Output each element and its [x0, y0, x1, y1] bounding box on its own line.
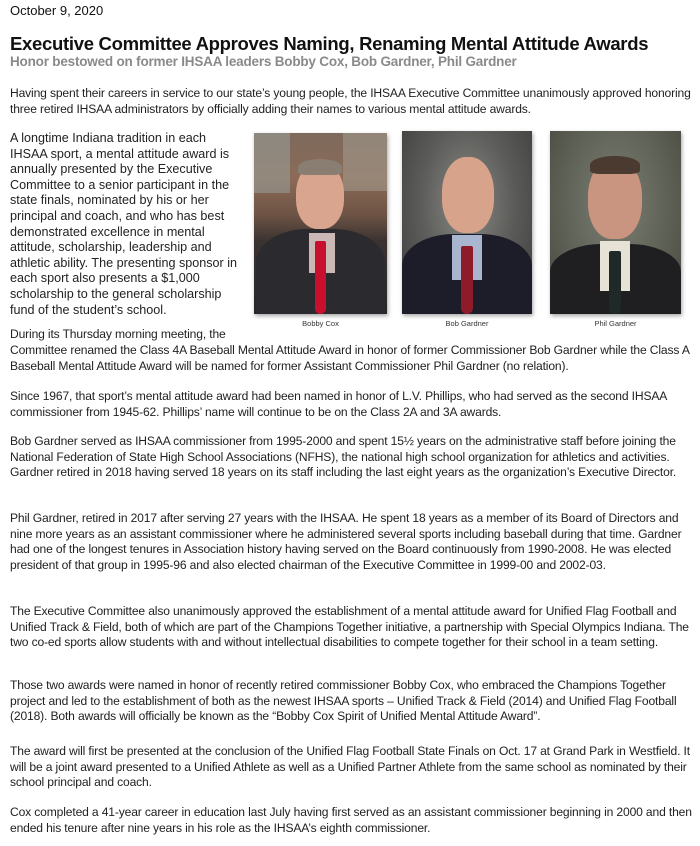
- paragraph-meeting-start: During its Thursday morning meeting, the: [10, 327, 226, 341]
- paragraph-phil-gardner: Phil Gardner, retired in 2017 after serving 27 years with the IHSAA. He spent 18 years as a member of its Board of Directors and nine more years as an assistant commissioner where he administered several sports including baseball during that time. Gardner had one of the longest tenures in Association history having served on the Board continuously from 1990-2008. He was elected president of that group in 1995-96 and also elected chairman of the Executive Committee in 1999-00 and 2002-03.: [10, 511, 682, 572]
- paragraph-bobby-cox: Those two awards were named in honor of recently retired commissioner Bobby Cox, who embraced the Champions Together project and led to the establishment of both as the newest IHSAA sports – Unified Track & Field (2014) and Unified Flag Football (2018). Both awards will officially be known as the “Bobby Cox Spirit of Unified Mental Attitude Award”.: [10, 678, 677, 724]
- tie: [315, 241, 326, 314]
- caption-bobby-cox: Bobby Cox: [302, 319, 339, 328]
- window-decor: [343, 133, 387, 191]
- paragraph-first-presentation: The award will first be presented at the conclusion of the Unified Flag Football State Finals on Oct. 17 at Grand Park in Westfield. It will be a joint award presented to a Unified Athlete as well as a Unified Partner Athlete from the same school as nominated by their school principal and coach.: [10, 744, 690, 790]
- article-title: Executive Committee Approves Naming, Renaming Mental Attitude Awards: [10, 33, 649, 54]
- article-date: October 9, 2020: [10, 3, 104, 18]
- paragraph-bob-gardner: Bob Gardner served as IHSAA commissioner from 1995-2000 and spent 15½ years on the administrative staff before joining the National Federation of State High School Associations (NFHS), the national high school organization for athletics and activities. Gardner retired in 2018 having served 18 years on its staff including the last eight years as the organization’s Executive Director.: [10, 434, 677, 480]
- hair: [298, 159, 342, 175]
- window-decor: [254, 133, 290, 193]
- face: [442, 157, 494, 233]
- paragraph-intro: Having spent their careers in service to our state’s young people, the IHSAA Executive Committee unanimously approved honoring three retired IHSAA administrators by officially adding their names to various mental attitude awards.: [10, 86, 691, 116]
- paragraph-meeting: Committee renamed the Class 4A Baseball Mental Attitude Award in honor of former Commissioner Bob Gardner while the Class A Baseball Mental Attitude Award will be named for former Assistant Commissioner Phil Gardner (no relation).: [10, 343, 690, 373]
- tie: [609, 251, 621, 314]
- photo-bob-gardner: [402, 131, 532, 314]
- caption-phil-gardner: Phil Gardner: [594, 319, 637, 328]
- paragraph-tradition: A longtime Indiana tradition in each IHSAA sport, a mental attitude award is annually presented by the Executive Committee to a senior participant in the state finals, nominated by his or her principal and coach, and who has best demonstrated excellence in mental attitude, scholarship, leadership and athletic ability. The presenting sponsor in each sport also presents a $1,000 scholarship to the general scholarship fund of the student’s school.: [10, 131, 238, 317]
- photo-phil-gardner: [550, 131, 681, 314]
- caption-bob-gardner: Bob Gardner: [445, 319, 489, 328]
- hair: [590, 156, 640, 174]
- photo-bobby-cox: [254, 133, 387, 314]
- article-subtitle: Honor bestowed on former IHSAA leaders Bobby Cox, Bob Gardner, Phil Gardner: [10, 54, 517, 69]
- tie: [461, 246, 473, 314]
- paragraph-since-1967: Since 1967, that sport’s mental attitude award had been named in honor of L.V. Phillips, who had served as the second IHSAA commissioner from 1945-62. Phillips’ name will continue to be on the Class 2A and 3A awards.: [10, 389, 667, 419]
- paragraph-unified-award: The Executive Committee also unanimously approved the establishment of a mental attitude award for Unified Flag Football and Unified Track & Field, both of which are part of the Champions Together initiative, a partnership with Special Olympics Indiana. The two co-ed sports allow students with and without intellectual disabilities to compete together for their school in a team setting.: [10, 604, 689, 650]
- paragraph-cox-career: Cox completed a 41-year career in education last July having first served as an assistant commissioner beginning in 2000 and then ended his tenure after nine years in his role as the IHSAA’s eighth commissioner.: [10, 805, 692, 835]
